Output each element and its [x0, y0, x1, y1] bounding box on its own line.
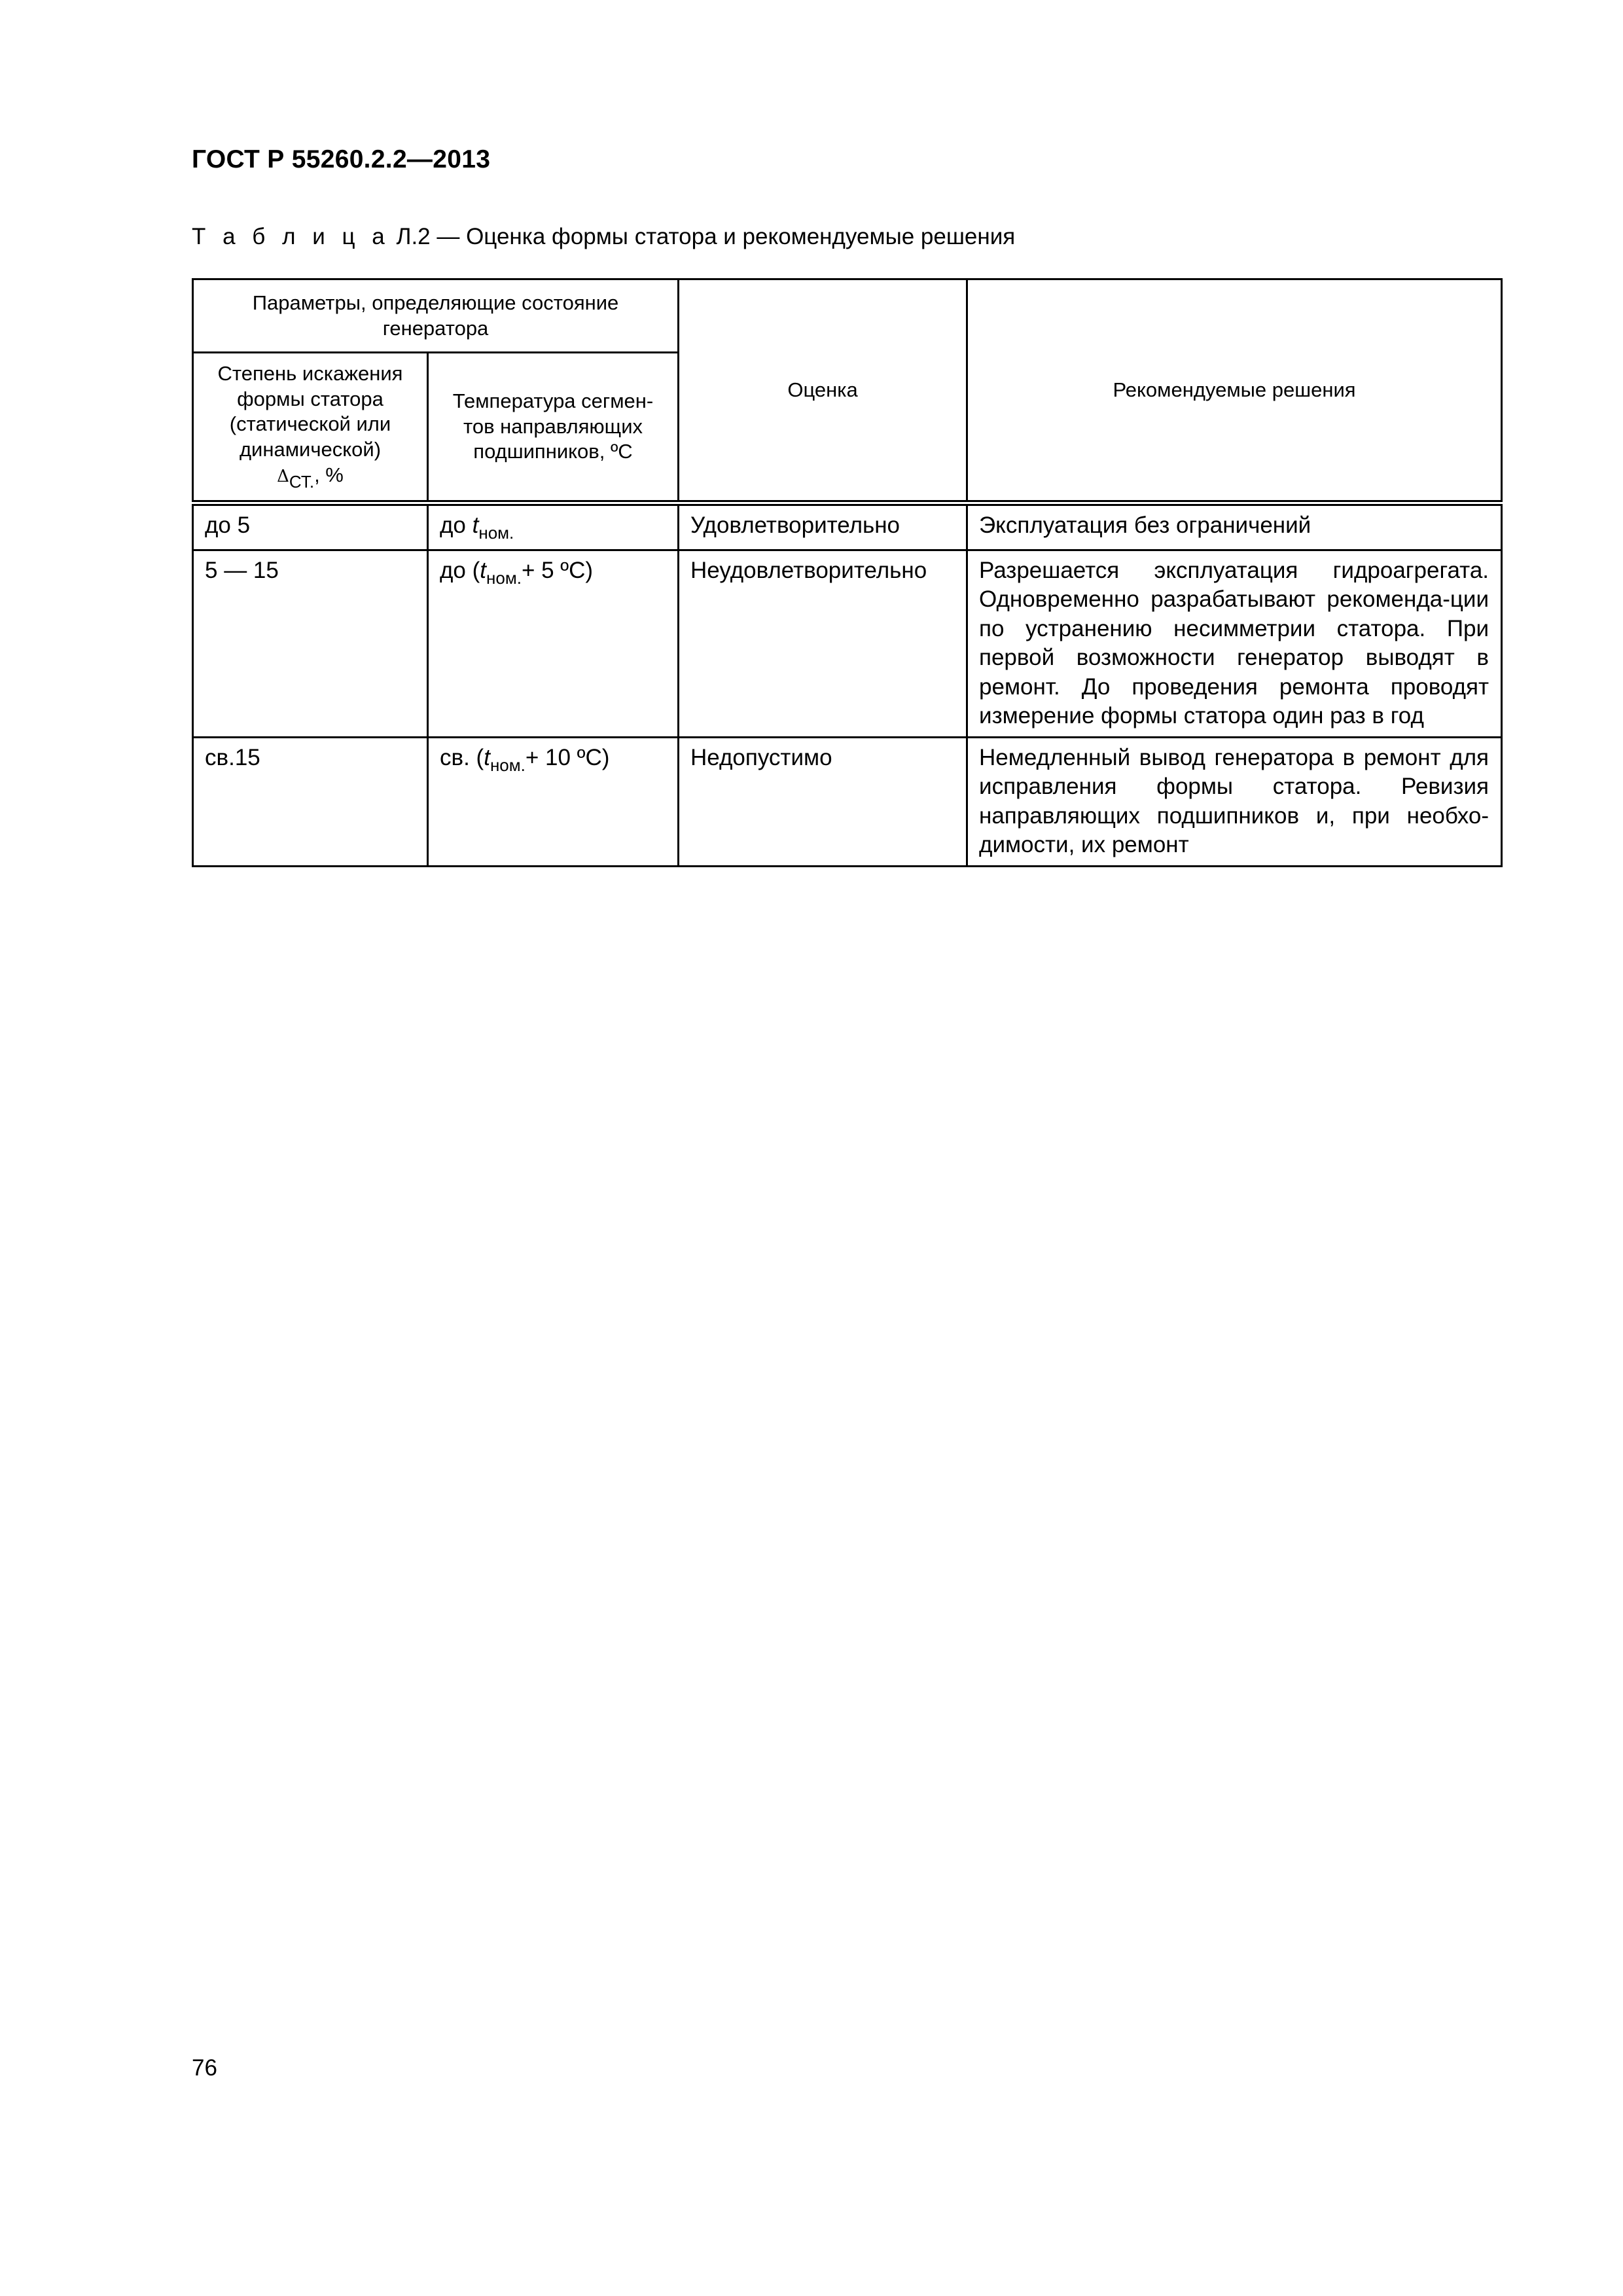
header-row-group: [193, 279, 1502, 353]
cell-temperature: [428, 550, 679, 738]
table-row: [193, 503, 1502, 550]
temp-suffix: + 10 ºС): [525, 745, 610, 771]
delta-subscript: СТ.: [289, 471, 315, 492]
temp-prefix: до (: [440, 558, 480, 584]
cell-temperature: [428, 738, 679, 867]
cell-assessment: Удовлетворительно: [679, 503, 967, 550]
header-parameters-group: Параметры, определяющие состояние генератора: [193, 279, 679, 353]
temp-subscript: ном.: [478, 523, 514, 543]
temp-subscript: ном.: [490, 755, 526, 776]
temp-symbol: t: [484, 745, 490, 771]
cell-assessment: Неудовлетворительно: [679, 550, 967, 738]
assessment-table: [192, 278, 1503, 867]
header-temperature: Температура сегмен-тов направляющих подшипников, ºС: [428, 353, 679, 503]
header-distortion: [193, 353, 428, 503]
header-recommendations: Рекомендуемые решения: [967, 279, 1502, 503]
temp-symbol: t: [480, 558, 487, 584]
cell-assessment: Недопустимо: [679, 738, 967, 867]
header-assessment: Оценка: [679, 279, 967, 503]
temp-suffix: + 5 ºС): [521, 558, 594, 584]
header-distortion-text: Степень искажения формы статора (статической или динамической): [217, 361, 403, 461]
cell-recommendation: Эксплуатация без ограничений: [967, 503, 1502, 550]
cell-distortion: до 5: [193, 503, 428, 550]
cell-distortion: св.15: [193, 738, 428, 867]
delta-symbol: Δ: [277, 466, 289, 486]
table-caption-prefix: Т а б л и ц а: [192, 224, 390, 249]
table-caption: [192, 224, 1015, 250]
table-row: [193, 550, 1502, 738]
cell-recommendation: Немедленный вывод генератора в ремонт для исправления формы статора. Ревизия направляющих подшипников и, при необхо-димости, их ремонт: [967, 738, 1502, 867]
cell-distortion: 5 — 15: [193, 550, 428, 738]
temp-prefix: до: [440, 512, 473, 538]
cell-temperature: [428, 503, 679, 550]
temp-subscript: ном.: [486, 568, 522, 588]
temp-symbol: t: [472, 512, 479, 538]
cell-recommendation: Разрешается эксплуатация гидроагрегата. Одновременно разрабатывают рекоменда-ции по устранению несимметрии статора. При первой возможности генератор выводят в ремонт. До проведения ремонта проводят измерение формы статора один раз в год: [967, 550, 1502, 738]
header-distortion-unit: , %: [314, 463, 344, 486]
temp-prefix: св. (: [440, 745, 484, 771]
page-number: 76: [192, 2055, 217, 2081]
table-caption-text: Л.2 — Оценка формы статора и рекомендуемые решения: [396, 224, 1016, 249]
document-code: ГОСТ Р 55260.2.2—2013: [192, 145, 491, 173]
table-row: [193, 738, 1502, 867]
